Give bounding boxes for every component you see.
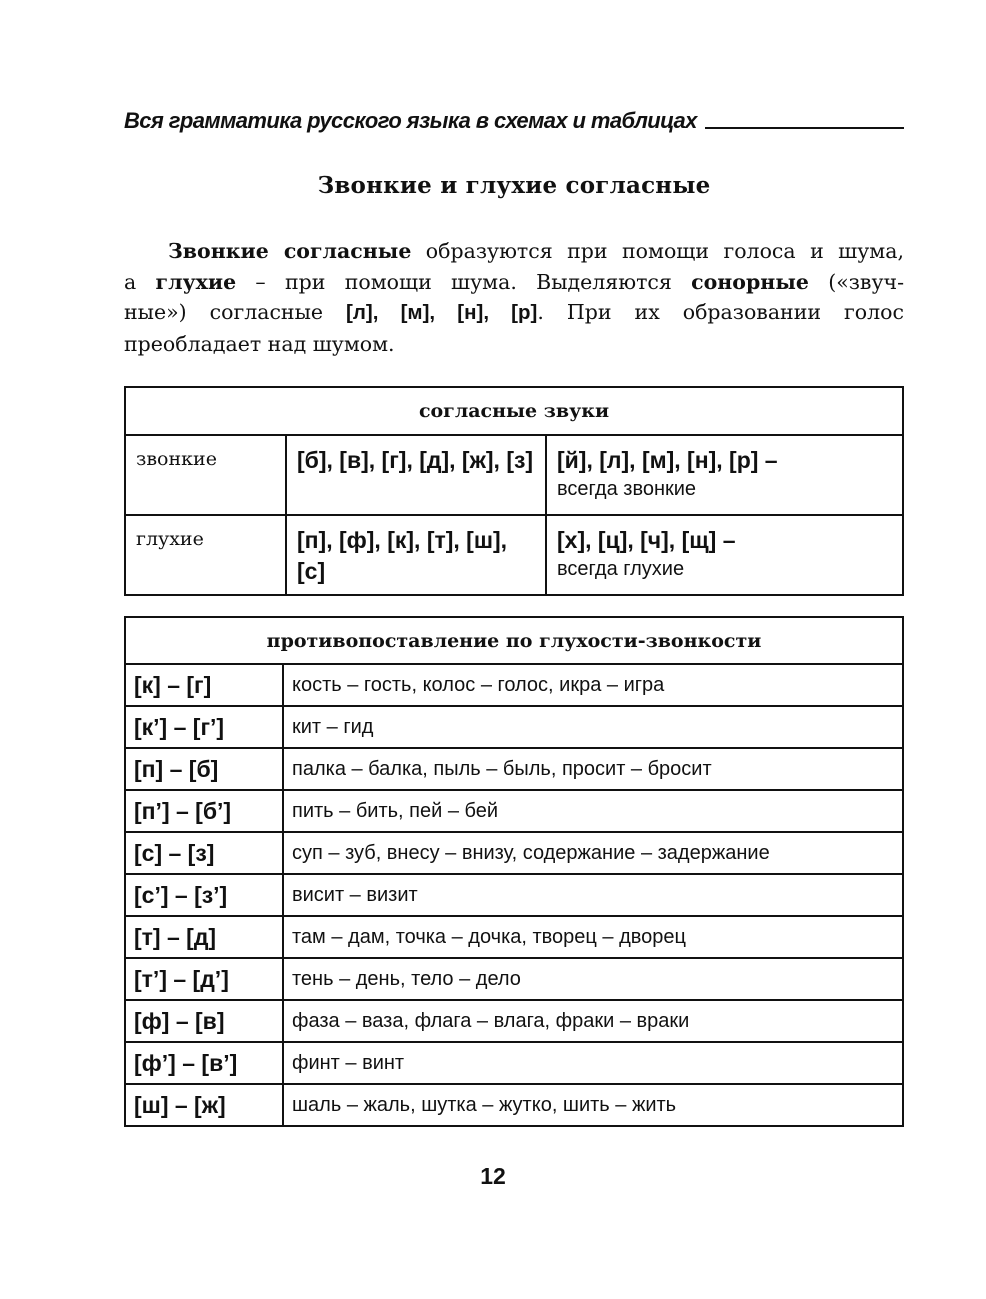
table-header: согласные звуки (125, 387, 903, 435)
pair-cell: [ф] – [в] (125, 1000, 283, 1042)
intro-text: а (124, 269, 156, 294)
pair-cell: [т’] – [д’] (125, 958, 283, 1000)
examples-cell: там – дам, точка – дочка, творец – дворец (283, 916, 903, 958)
pair-cell: [ш] – [ж] (125, 1084, 283, 1126)
intro-text: («звуч- (808, 269, 905, 294)
row-label: звонкие (125, 435, 286, 515)
always-note: всегда глухие (557, 558, 685, 580)
examples-cell: палка – балка, пыль – быль, просит – бросит (283, 748, 903, 790)
table-header-row (125, 387, 903, 435)
table-row (125, 515, 903, 595)
pair-cell: [ф’] – [в’] (125, 1042, 283, 1084)
examples-cell: фаза – ваза, флага – влага, фраки – враки (283, 1000, 903, 1042)
table-row (125, 1000, 903, 1042)
pair-cell: [с] – [з] (125, 832, 283, 874)
examples-cell: кит – гид (283, 706, 903, 748)
intro-paragraph (124, 236, 904, 359)
opposition-table (124, 616, 904, 1127)
pair-cell: [п] – [б] (125, 748, 283, 790)
table-row (125, 435, 903, 515)
row-label: глухие (125, 515, 286, 595)
always-sounds: [х], [ц], [ч], [щ] – (557, 527, 736, 553)
pair-cell: [к] – [г] (125, 664, 283, 706)
examples-cell: суп – зуб, внесу – внизу, содержание – задержание (283, 832, 903, 874)
running-header (124, 108, 904, 134)
pair-cell: [п’] – [б’] (125, 790, 283, 832)
term-sonorant: сонорные (691, 269, 809, 294)
consonants-table (124, 386, 904, 596)
examples-cell: финт – винт (283, 1042, 903, 1084)
table-row (125, 832, 903, 874)
examples-cell: пить – бить, пей – бей (283, 790, 903, 832)
intro-text: ные») согласные (124, 300, 347, 324)
examples-cell: шаль – жаль, шутка – жутко, шить – жить (283, 1084, 903, 1126)
running-header-rule (705, 127, 904, 129)
examples-cell: кость – гость, колос – голос, икра – игра (283, 664, 903, 706)
intro-text: преобладает над шумом. (124, 331, 395, 356)
page-number: 12 (480, 1163, 506, 1189)
intro-line-3 (124, 297, 904, 329)
always-sounds: [й], [л], [м], [н], [р] – (557, 447, 778, 473)
table-header: противопоставление по глухости-звонкости (125, 617, 903, 664)
table-row (125, 1084, 903, 1126)
table-row (125, 706, 903, 748)
intro-line-1 (124, 236, 904, 267)
pair-cell: [с’] – [з’] (125, 874, 283, 916)
table-row (125, 1042, 903, 1084)
intro-text: образуются при помощи голоса и шума, (411, 239, 904, 263)
intro-text: . При их образовании голос (537, 300, 904, 324)
table-row (125, 664, 903, 706)
pair-cell: [т] – [д] (125, 916, 283, 958)
table-row (125, 790, 903, 832)
always-cell (546, 435, 903, 515)
intro-line-4 (124, 329, 904, 360)
term-voiced: Звонкие согласные (168, 239, 412, 263)
always-note: всегда звонкие (557, 478, 697, 500)
table-row (125, 916, 903, 958)
table-row (125, 958, 903, 1000)
sounds-cell: [п], [ф], [к], [т], [ш], [с] (286, 515, 546, 595)
table-row (125, 874, 903, 916)
page-title: Звонкие и глухие согласные (317, 172, 711, 199)
sounds-cell: [б], [в], [г], [д], [ж], [з] (286, 435, 546, 515)
intro-text: – при помощи шума. Выделяются (236, 269, 692, 294)
intro-line-2 (124, 267, 904, 298)
always-cell (546, 515, 903, 595)
sonorant-sounds: [л], [м], [н], [р] (346, 301, 538, 324)
examples-cell: тень – день, тело – дело (283, 958, 903, 1000)
pair-cell: [к’] – [г’] (125, 706, 283, 748)
table-header-row (125, 617, 903, 664)
term-voiceless: глухие (155, 269, 237, 294)
table-row (125, 748, 903, 790)
examples-cell: висит – визит (283, 874, 903, 916)
running-header-text: Вся грамматика русского языка в схемах и таблицах (124, 108, 697, 133)
